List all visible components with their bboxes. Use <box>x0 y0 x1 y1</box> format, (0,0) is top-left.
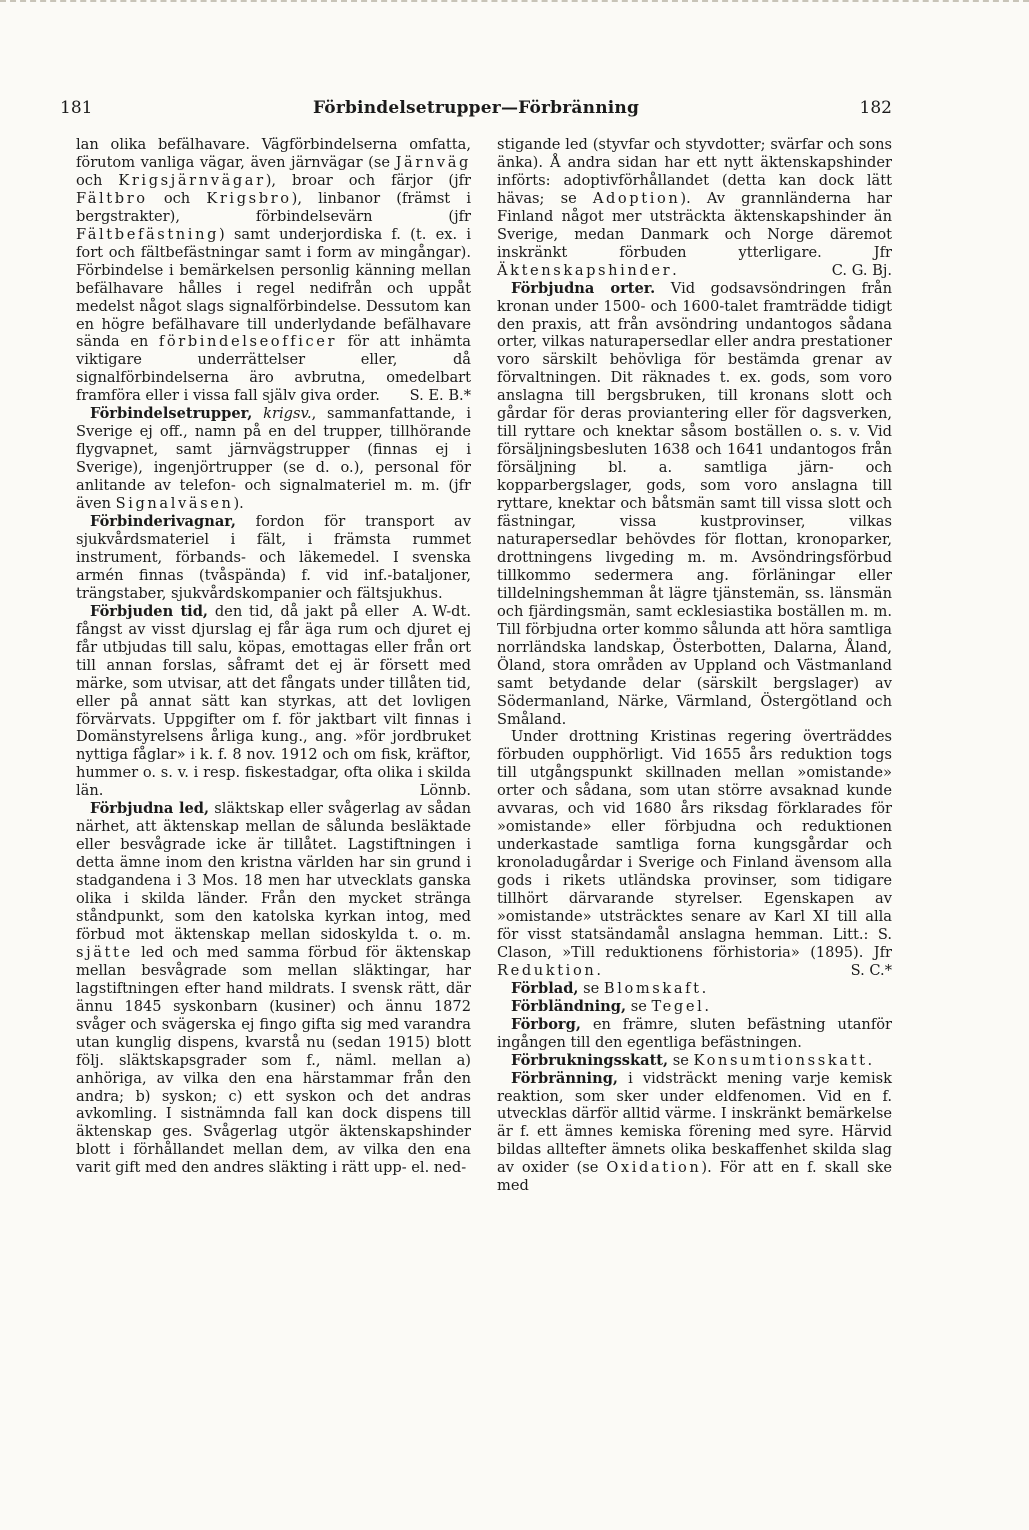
entry-forbjudna-led-continued: stigande led (styvfar och styvdotter; svärfar och sons änka). Å andra sidan har ett nytt äktenskapshinder införts: adoptivförhållandet (detta kan dock lätt hävas; se Adoption). Av grannländerna har Finland något mer utsträckta äktenskapshinder än Sverige, medan Danmark och Norge däremot inskränkt förbuden ytterligare. Jfr Äktenskapshinder. C. G. Bj. <box>497 136 893 279</box>
headword: Förbindelsetrupper, <box>90 405 253 423</box>
entry-forbinderivagnar: Förbinderivagnar, fordon för transport av sjukvårdsmateriel i fält, i främsta rummet instrument, förbands- och läkemedel. I svenska armén finnas (tvåspända) f. vid inf.-bataljoner, trängstaber, sjukvårdskompanier och fältsjukhus. A. W-dt. <box>76 513 471 620</box>
headword: Förbjuden tid, <box>90 602 209 620</box>
entry-forbranning: Förbränning, i vidsträckt mening varje kemisk reaktion, som sker under eldfenomen. Vid en f. utvecklas därför alltid värme. I inskränkt bemärkelse är f. ett ämnes kemiska förening med syre. Härvid bildas alltefter ämnets olika beskaffenhet skilda slag av oxider (se Oxidation). För att en f. skall ske med <box>497 1069 892 1195</box>
right-column <box>497 136 892 1195</box>
headword: Förbjudna led, <box>90 800 210 818</box>
entry-forborg: Förborg, en främre, sluten befästning utanför ingången till den egentliga befästningen. <box>497 1015 892 1051</box>
headword: Förblad, <box>511 979 579 997</box>
signature: A. W-dt. <box>412 602 471 620</box>
running-head: Förbindelsetrupper—Förbränning <box>312 98 640 118</box>
entry-forbjudna-orter-cont: Under drottning Kristinas regering överträddes förbuden oupphörligt. Vid 1655 års reduktion togs till utgångspunkt skillnaden mellan »omistande» orter och sådana, som utan större avsaknad kunde avvaras, och vid 1680 års riksdag förklarades för »omistande» eller förbjudna och reduktionen underkastade samtliga forna kungsgårdar och kronoladugårdar i Sverige och Finland ävensom alla gods i rikets utländska provinser, som tidigare tillhört därvarande styrelser. Egenskapen av »omistande» utsträcktes senare av Karl XI till alla för visst statsändamål anslagna hemman. Litt.: S. Clason, »Till reduktionens förhistoria» (1895). Jfr Reduktion. S. C.* <box>497 728 892 979</box>
headword: Förbrukningsskatt, <box>511 1051 669 1069</box>
signature: Lönnb. <box>419 782 471 800</box>
entry-forbjudna-led: Förbjudna led, släktskap eller svågerlag av sådan närhet, att äktenskap mellan de sålunda besläktade eller besvågrade icke är tillåtet. Lagstiftningen i detta ämne inom den kristna världen har sin grund i stadgandena i 3 Mos. 18 men har utvecklats ganska olika i skilda länder. Från den mycket stränga ståndpunkt, som den katolska kyrkan intog, med förbud mot äktenskap mellan sidoskylda t. o. m. sjätte led och med samma förbud för äktenskap mellan besvågrade som mellan släktingar, har lagstiftningen efter hand mildrats. I svensk rätt, där ännu 1845 syskonbarn (kusiner) och ännu 1872 svåger och svägerska ej fingo gifta sig med varandra utan kunglig dispens, kvarstå nu (sedan 1915) blott följ. släktskapsgrader som f., näml. mellan a) anhöriga, av vilka den ena härstammar från den andra; b) syskon; c) ett syskon och det andras avkomling. I sistnämnda fall kan dock dispens till äktenskap ges. Svågerlag utgör äktenskapshinder blott i förhållandet mellan dem, av vilka den ena varit gift med den andres släkting i rätt upp- el. ned- <box>76 800 471 1177</box>
left-column <box>76 136 471 1177</box>
top-rule <box>0 0 1029 8</box>
right-page-number: 182 <box>859 98 892 118</box>
entry-forbindelsetrupper: Förbindelsetrupper, krigsv., sammanfattande, i Sverige ej off., namn på en del trupper, tillhörande flygvapnet, samt järnvägstrupper (finnas ej i Sverige), ingenjörtrupper (se d. o.), personal för anlitande av telefon- och signalmateriel m. m. (jfr även Signalväsen). <box>76 405 472 513</box>
entry-forblandning: Förbländning, se Tegel. <box>511 997 709 1015</box>
left-page-number: 181 <box>60 98 93 118</box>
headword: Förborg, <box>511 1015 581 1033</box>
signature: C. G. Bj. <box>831 261 892 279</box>
headword: Förbjudna orter. <box>511 279 656 297</box>
entry-forbjuden-tid: Förbjuden tid, den tid, då jakt på eller fångst av visst djurslag ej får äga rum och djuret ej får utbjudas till salu, köpas, emottagas eller från ort till annan forslas, såframt det ej är försett med märke, som utvisar, att det fångats under tillåten tid, eller på annat sätt kan styrkas, att det lovligen förvärvats. Uppgifter om f. för jaktbart vilt finnas i Domänstyrelsens årliga kung., ang. »för jordbruket nyttiga fåglar» i k. f. 8 nov. 1912 och om fisk, kräftor, hummer o. s. v. i resp. fiskestadgar, ofta olika i skilda län. Lönnb. <box>76 602 471 800</box>
entry-forbindelse-continued: lan olika befälhavare. Vägförbindelserna omfatta, förutom vanliga vägar, även järnvägar (se Järnväg och Krigsjärnvägar), broar och färjor (jfr Fältbro och Krigsbro), linbanor (främst i bergstrakter), förbindelsevärn (jfr Fältbefästning) samt underjordiska f. (t. ex. i fort och fältbefästningar samt i form av mingångar). Förbindelse i bemärkelsen personlig känning mellan befälhavare hålles i regel nedifrån och uppåt medelst något slags signalförbindelse. Dessutom kan en högre befälhavare till underlydande befälhavare sända en förbindelseofficer för att inhämta viktigare underrättelser eller, då signalförbindelserna äro avbrutna, omedelbart framföra eller i vissa fall själv giva order. S. E. B.* <box>76 136 472 405</box>
headword: Förbinderivagnar, <box>90 513 236 531</box>
entry-forbrukningsskatt: Förbrukningsskatt, se Konsumtionsskatt. <box>511 1051 873 1069</box>
entry-forbjudna-orter: Förbjudna orter. Vid godsavsöndringen från kronan under 1500- och 1600-talet framträdde tidigt den praxis, att från avsöndring undantogos sådana orter, vilkas naturapersedlar eller andra prestationer voro särskilt behövliga för bestämda grenar av förvaltningen. Dit räknades t. ex. gods, som voro anslagna till bergsbruken, till kronans slott och gårdar för deras proviantering eller för dagsverken, till ryttare och knektar såsom boställen o. s. v. Vid försäljningsbesluten 1638 och 1641 undantogos från försäljning bl. a. samtliga järn- och kopparbergslager, gods, som voro anslagna till ryttare, knektar och båtsmän samt till vissa slott och fästningar, vissa kustprovinser, vilkas naturapersedlar behövdes för flottan, kronoparker, drottningens livgeding m. m. Avsöndringsförbud tillkommo sedermera ang. förläningar eller tilldelningshemman åt lägre tjänstemän, ss. länsmän och fjärdingsmän, samt ecklesiastika boställen m. m. Till förbjudna orter kommo sålunda att höra samtliga norrländska landskap, Österbotten, Dalarna, Åland, Öland, stora områden av Uppland och Västmanland samt betydande delar (särskilt bergslager) av Södermanland, Närke, Värmland, Östergötland och Småland. <box>497 279 893 728</box>
headword: Förbländning, <box>511 997 627 1015</box>
entry-forblad: Förblad, se Blomskaft. <box>511 979 707 997</box>
signature: S. C.* <box>850 961 892 979</box>
signature: S. E. B.* <box>409 387 471 405</box>
headword: Förbränning, <box>511 1069 618 1087</box>
page-header <box>60 98 892 128</box>
